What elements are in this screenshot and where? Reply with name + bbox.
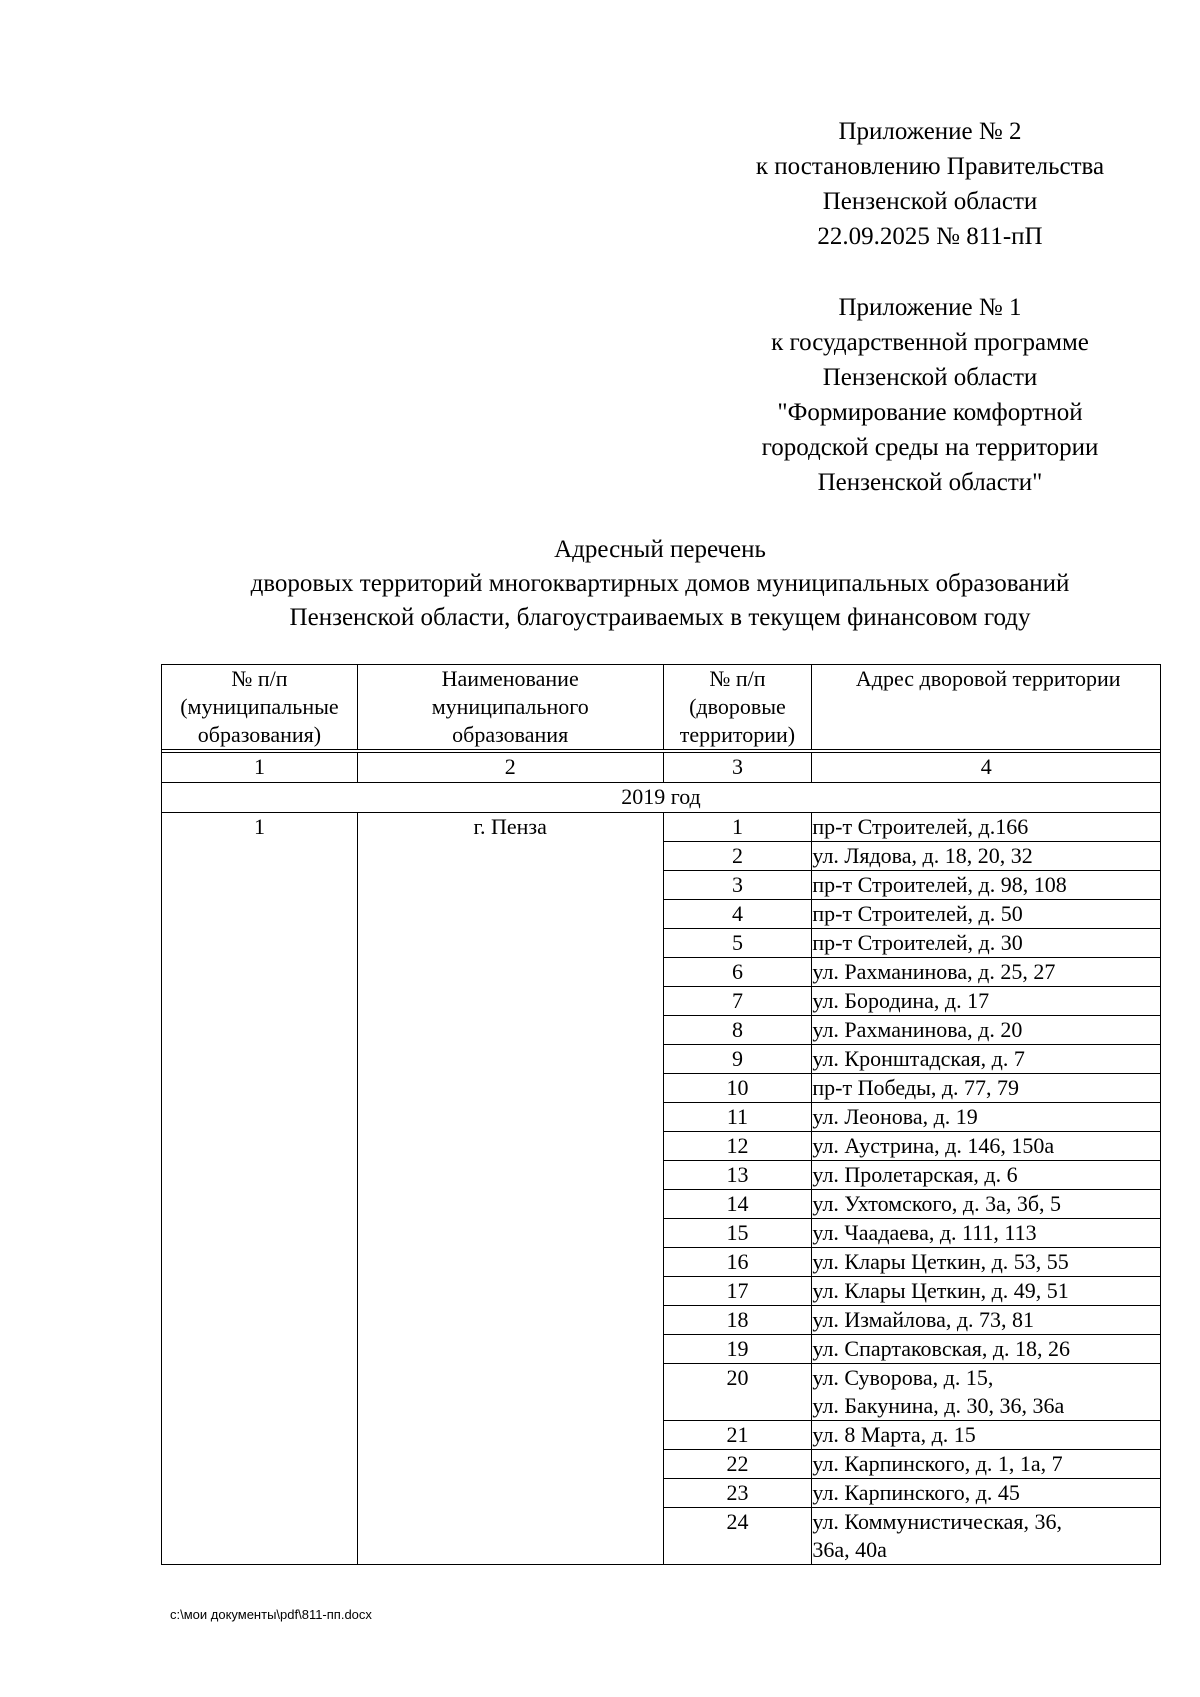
file-path-footer: c:\мои документы\pdf\811-пп.docx [170, 1607, 372, 1622]
header-territory-number [663, 665, 812, 750]
territory-address: ул. Рахманинова, д. 25, 27 [812, 958, 1161, 987]
header-text: образования [452, 722, 569, 747]
territory-address: ул. Клары Цеткин, д. 53, 55 [812, 1248, 1161, 1277]
header-text: образования) [197, 722, 322, 747]
territory-number: 19 [663, 1335, 812, 1364]
territory-number: 10 [663, 1074, 812, 1103]
document-title [140, 533, 1180, 635]
territory-number: 15 [663, 1219, 812, 1248]
header-municipality-number [162, 665, 358, 750]
territory-address: ул. Рахманинова, д. 20 [812, 1016, 1161, 1045]
territory-address: ул. Клары Цеткин, д. 49, 51 [812, 1277, 1161, 1306]
appendix-2-line: Пензенской области [822, 188, 1038, 215]
municipality-name: г. Пенза [357, 813, 663, 1565]
territory-address: ул. Леонова, д. 19 [812, 1103, 1161, 1132]
appendix-1-line: Пензенской области" [817, 469, 1043, 496]
territory-number: 16 [663, 1248, 812, 1277]
territory-address: ул. Карпинского, д. 45 [812, 1479, 1161, 1508]
territory-address: ул. Измайлова, д. 73, 81 [812, 1306, 1161, 1335]
territory-number: 4 [663, 900, 812, 929]
appendix-2-line: 22.09.2025 № 811-пП [817, 223, 1043, 250]
territory-number: 7 [663, 987, 812, 1016]
title-line: дворовых территорий многоквартирных домов муниципальных образований [250, 570, 1070, 597]
column-number: 1 [162, 753, 358, 783]
territory-number: 17 [663, 1277, 812, 1306]
column-number: 2 [357, 753, 663, 783]
header-text: № п/п [709, 666, 766, 691]
territory-number: 3 [663, 871, 812, 900]
territory-address: ул. 8 Марта, д. 15 [812, 1421, 1161, 1450]
header-text: территории) [679, 722, 796, 747]
table-row [162, 813, 1161, 842]
territory-address [812, 1508, 1161, 1565]
header-text: Адрес дворовой территории [855, 666, 1121, 691]
appendix-1-header [700, 290, 1160, 500]
territory-address: ул. Аустрина, д. 146, 150а [812, 1132, 1161, 1161]
territory-number: 22 [663, 1450, 812, 1479]
territory-address: ул. Бородина, д. 17 [812, 987, 1161, 1016]
territory-number: 2 [663, 842, 812, 871]
territory-number: 24 [663, 1508, 812, 1565]
appendix-1-line: Пензенской области [822, 364, 1038, 391]
territory-number: 5 [663, 929, 812, 958]
appendix-1-line: Приложение № 1 [838, 294, 1022, 321]
header-municipality-name [357, 665, 663, 750]
address-line: 36а, 40а [812, 1537, 887, 1562]
municipality-number: 1 [162, 813, 358, 1565]
territory-address: ул. Лядова, д. 18, 20, 32 [812, 842, 1161, 871]
appendix-1-line: городской среды на территории [761, 434, 1099, 461]
territory-number: 20 [663, 1364, 812, 1421]
territory-number: 14 [663, 1190, 812, 1219]
year-row [162, 783, 1161, 813]
territory-address: пр-т Строителей, д.166 [812, 813, 1161, 842]
header-text: (муниципальные [180, 694, 339, 719]
address-line: ул. Бакунина, д. 30, 36, 36а [812, 1393, 1065, 1418]
appendix-2-line: Приложение № 2 [838, 118, 1022, 145]
territory-address: пр-т Строителей, д. 30 [812, 929, 1161, 958]
header-text: Наименование [441, 666, 579, 691]
territory-number: 11 [663, 1103, 812, 1132]
header-text: (дворовые [689, 694, 786, 719]
territory-number: 21 [663, 1421, 812, 1450]
territory-address: ул. Кронштадская, д. 7 [812, 1045, 1161, 1074]
appendix-2-line: к постановлению Правительства [755, 153, 1105, 180]
territory-address: ул. Чаадаева, д. 111, 113 [812, 1219, 1161, 1248]
column-number: 4 [812, 753, 1161, 783]
territory-number: 23 [663, 1479, 812, 1508]
address-table [161, 664, 1161, 1565]
header-text: муниципального [431, 694, 589, 719]
territory-number: 12 [663, 1132, 812, 1161]
territory-number: 9 [663, 1045, 812, 1074]
column-number-row [162, 753, 1161, 783]
appendix-2-header [700, 114, 1160, 254]
territory-address: ул. Пролетарская, д. 6 [812, 1161, 1161, 1190]
address-line: ул. Суворова, д. 15, [812, 1365, 994, 1390]
table-header-row [162, 665, 1161, 750]
year-label: 2019 год [162, 783, 1161, 813]
territory-address: ул. Ухтомского, д. 3а, 3б, 5 [812, 1190, 1161, 1219]
territory-number: 6 [663, 958, 812, 987]
column-number: 3 [663, 753, 812, 783]
title-line: Адресный перечень [554, 536, 766, 563]
territory-address: ул. Спартаковская, д. 18, 26 [812, 1335, 1161, 1364]
territory-address [812, 1364, 1161, 1421]
territory-address: пр-т Победы, д. 77, 79 [812, 1074, 1161, 1103]
territory-number: 8 [663, 1016, 812, 1045]
header-text: № п/п [231, 666, 288, 691]
address-line: ул. Коммунистическая, 36, [812, 1509, 1063, 1534]
territory-number: 18 [663, 1306, 812, 1335]
territory-address: пр-т Строителей, д. 98, 108 [812, 871, 1161, 900]
header-address [812, 665, 1161, 750]
appendix-1-line: "Формирование комфортной [777, 399, 1083, 426]
territory-number: 1 [663, 813, 812, 842]
territory-number: 13 [663, 1161, 812, 1190]
territory-address: ул. Карпинского, д. 1, 1а, 7 [812, 1450, 1161, 1479]
appendix-1-line: к государственной программе [771, 329, 1089, 356]
territory-address: пр-т Строителей, д. 50 [812, 900, 1161, 929]
title-line: Пензенской области, благоустраиваемых в текущем финансовом году [289, 604, 1031, 631]
